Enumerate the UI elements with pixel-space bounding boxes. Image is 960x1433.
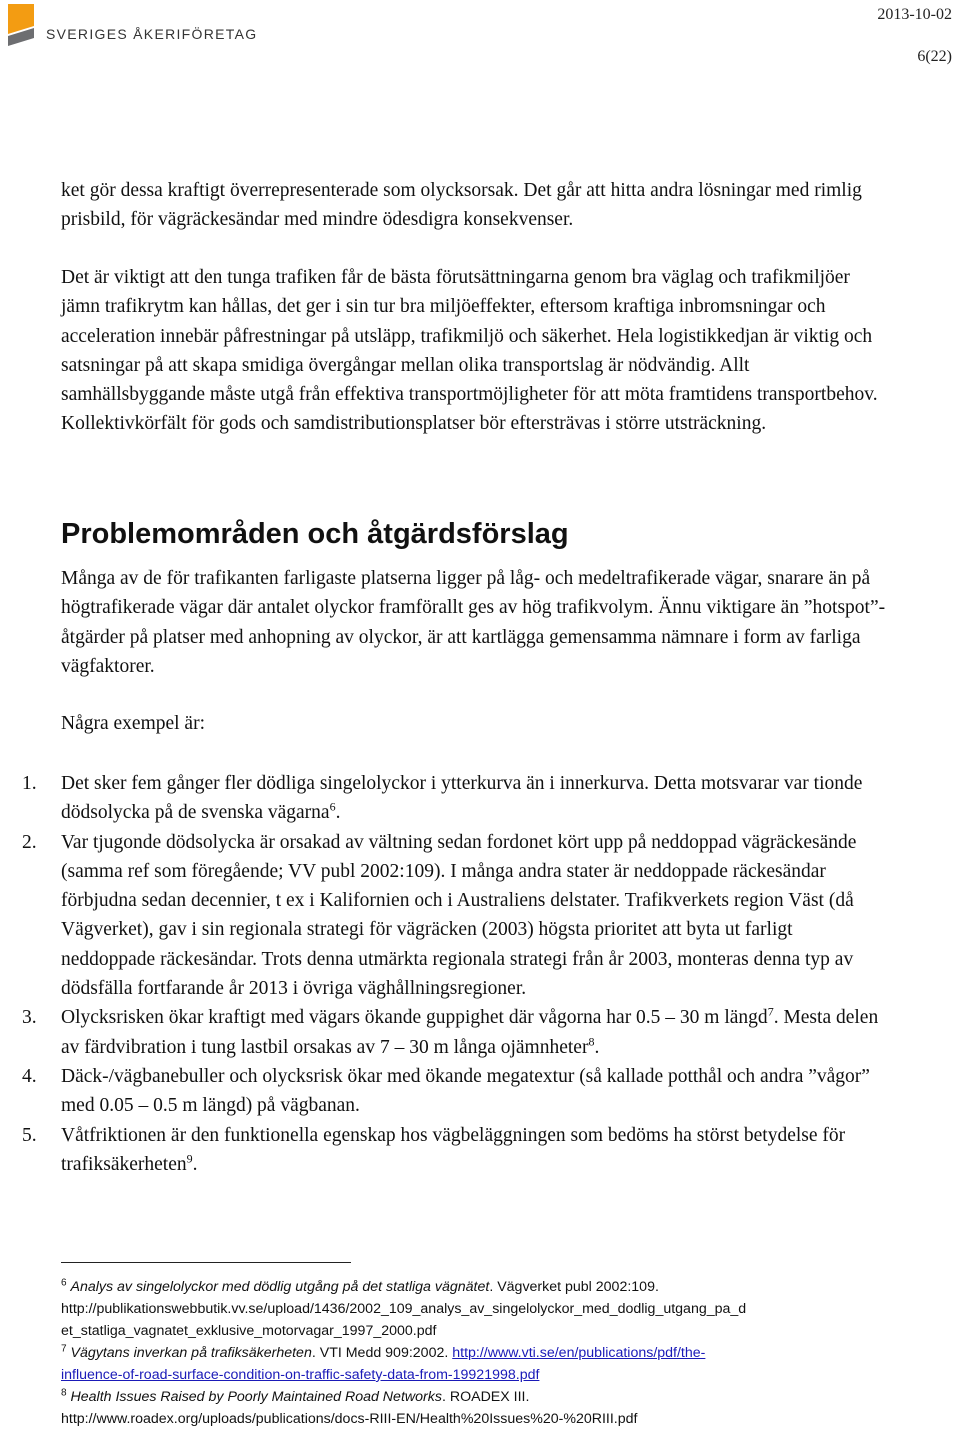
logo-mark-icon — [8, 4, 48, 48]
footnote-title: Vägytans inverkan på trafiksäkerheten — [70, 1345, 312, 1361]
list-number: 1. — [22, 773, 37, 794]
list-item-tail: . Mesta delen av färdvibration i tung lastbil orsakas av 7 – 30 m långa ojämnheter — [61, 1007, 879, 1058]
footnote-7 — [61, 1342, 901, 1386]
footnote-title: Analys av singelolyckor med dödlig utgång på det statliga vägnätet — [70, 1279, 490, 1295]
footnote-ref[interactable]: 6 — [329, 799, 336, 814]
examples-list — [0, 769, 900, 1179]
list-item — [0, 769, 891, 828]
page-number: 6(22) — [917, 48, 952, 65]
list-item — [0, 1003, 891, 1062]
document-date: 2013-10-02 — [877, 6, 952, 23]
footnote-divider — [61, 1262, 351, 1263]
footnote-ref[interactable]: 9 — [186, 1151, 193, 1166]
footnote-url: http://publikationswebbutik.vv.se/upload/1436/2002_109_analys_av_singelolyckor_med_dodlig_utgang_pa_d — [61, 1301, 747, 1317]
footnote-link[interactable]: http://www.vti.se/en/publications/pdf/the- — [452, 1345, 706, 1361]
list-item-tail: . — [594, 1036, 600, 1058]
list-number: 4. — [22, 1065, 37, 1087]
list-item-tail: . — [192, 1153, 198, 1175]
footnote-url: http://www.roadex.org/uploads/publications/docs-RIII-EN/Health%20Issues%20-%20RIII.pdf — [61, 1411, 638, 1427]
footnote-8 — [61, 1386, 901, 1430]
list-item-tail: . — [335, 802, 341, 824]
list-number: 5. — [22, 1124, 37, 1146]
list-item-text: Var tjugonde dödsolycka är orsakad av vältning sedan fordonet kört upp på neddoppad vägräckesände (samma ref som föregående; VV publ 2002:109). I många andra stater är neddoppade räckesändar förbjudna sedan decennier, t ex i Kalifornien och i Australiens delstater. Trafikverkets region Väst (då Vägverket), gav i sin regionala strategi för vägräcken (2003) högsta prioritet att byta ut farligt neddoppade räckesändar. Trots denna utmärkta regionala strategi från år 2003, monteras denna typ av dödsfälla fortfarande år 2013 i övriga väghållningsregioner. — [61, 831, 857, 1000]
footnote-source: . Vägverket publ 2002:109. — [489, 1279, 659, 1295]
footnote-link[interactable]: influence-of-road-surface-condition-on-traffic-safety-data-from-19921998.pdf — [61, 1367, 540, 1383]
footnote-ref[interactable]: 7 — [767, 1004, 774, 1019]
list-item — [0, 828, 891, 1004]
section-heading: Problemområden och åtgärdsförslag — [61, 518, 569, 550]
list-number: 2. — [22, 831, 37, 853]
paragraph-continued: ket gör dessa kraftigt överrepresenterade som olycksorsak. Det går att hitta andra lösningar med rimlig prisbild, för vägräckesändar med mindre ödesdigra konsekvenser. — [61, 180, 862, 231]
paragraph-heavy-traffic: Det är viktigt att den tunga trafiken får de bästa förutsättningarna genom bra väglag och trafikmiljöer jämn trafikrytm kan hållas, det ger i sin tur bra miljöeffekter, eftersom kraftiga inbromsningar och acceleration innebär påfrestningar på utsläpp, trafikmiljö och säkerhet. Hela logistikkedjan är viktig och satsningar på att skapa smidiga övergångar mellan olika transportslag är nödvändig. Allt samhällsbyggande måste utgå från effektiva transportmöjligheter för att möta framtidens transportbehov. Kollektivkörfält för gods och samdistributionsplatser bör eftersträvas i större utsträckning. — [61, 267, 878, 435]
list-item-text: Olycksrisken ökar kraftigt med vägars ökande guppighet där vågorna har 0.5 – 30 m längd — [61, 1007, 768, 1029]
footnote-source: . VTI Medd 909:2002. — [311, 1345, 453, 1361]
footnote-number: 7 — [61, 1343, 67, 1355]
paragraph-problem-areas: Många av de för trafikanten farligaste platserna ligger på låg- och medeltrafikerade vägar, snarare än på högtrafikerade vägar där antalet olyckor framförallt ges av hög trafikvolym. Ännu viktigare än ”hotspot”-åtgärder på platser med anhopning av olyckor, är att kartlägga gemensamma nämnare i form av farliga vägfaktorer. — [61, 568, 886, 677]
list-item-text: Däck-/vägbanebuller och olycksrisk ökar med ökande megatextur (så kallade potthål och andra ”vågor” med 0.05 – 0.5 m längd) på vägbanan. — [61, 1065, 870, 1117]
footnote-title: Health Issues Raised by Poorly Maintained Road Networks — [70, 1389, 442, 1405]
footnote-number: 6 — [61, 1277, 67, 1289]
footnote-6 — [61, 1276, 901, 1342]
footnote-number: 8 — [61, 1387, 67, 1399]
footnote-source: . ROADEX III. — [441, 1389, 530, 1405]
paragraph-examples-intro: Några exempel är: — [61, 713, 206, 734]
logo-text: SVERIGES ÅKERIFÖRETAG — [46, 26, 258, 42]
footnote-ref[interactable]: 8 — [588, 1034, 595, 1049]
list-item — [0, 1062, 891, 1121]
list-number: 3. — [22, 1007, 37, 1029]
list-item — [0, 1121, 891, 1180]
list-item-text: Våtfriktionen är den funktionella egenskap hos vägbeläggningen som bedöms ha störst betydelse för trafiksäkerheten — [61, 1124, 846, 1175]
footnote-url: et_statliga_vagnatet_exklusive_motorvagar_1997_2000.pdf — [61, 1323, 437, 1339]
list-item-text: Det sker fem gånger fler dödliga singelolyckor i ytterkurva än i innerkurva. Detta motsvarar var tionde dödsolycka på de svenska vägarna — [61, 773, 863, 824]
